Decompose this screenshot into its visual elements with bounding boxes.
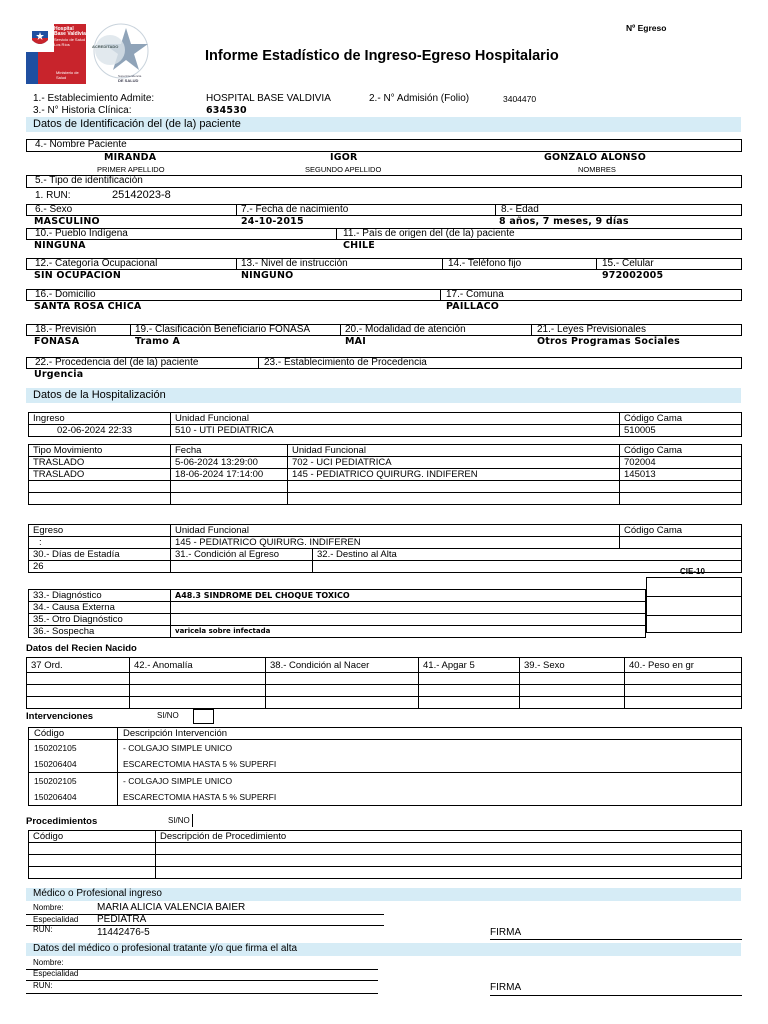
laws-value: Otros Programas Sociales — [537, 336, 680, 347]
sex-label: 6.- Sexo — [35, 204, 73, 215]
table-header-cell: 42.- Anomalía — [130, 658, 266, 673]
procedures-title: Procedimientos — [26, 816, 98, 827]
admitting-signature-line — [490, 939, 742, 940]
interventions-sino-checkbox[interactable] — [193, 709, 214, 724]
hospital-logo — [26, 24, 86, 84]
table-cell: TRASLADO — [29, 469, 171, 481]
table-cell: 145 - PEDIATRICO QUIRURG. INDIFEREN — [288, 469, 620, 481]
table-cell — [288, 481, 620, 493]
indigenous-label: 10.- Pueblo Indígena — [35, 228, 128, 239]
table-header-row — [27, 658, 742, 673]
interventions-title: Intervenciones — [26, 711, 94, 722]
stay-days-value: 26 — [29, 561, 171, 573]
table-header-row — [29, 445, 742, 457]
table-cell — [29, 481, 171, 493]
table-header-cell: Unidad Funcional — [171, 413, 620, 425]
prevision-value: FONASA — [34, 336, 80, 347]
discharge-run-label: RUN: — [33, 981, 53, 990]
table-row — [29, 457, 742, 469]
table-cell — [620, 493, 742, 505]
table-cell: 145 - PEDIATRICO QUIRURG. INDIFEREN — [171, 537, 620, 549]
table-header-cell: Fecha — [171, 445, 288, 457]
page-title: Informe Estadístico de Ingreso-Egreso Hospitalario — [205, 48, 559, 64]
patient-name-box — [26, 139, 742, 152]
establishment-value: HOSPITAL BASE VALDIVIA — [206, 93, 331, 104]
table-cell: 18-06-2024 17:14:00 — [171, 469, 288, 481]
procedures-sino-checkbox[interactable] — [192, 814, 193, 827]
table-header-cell: Unidad Funcional — [171, 525, 620, 537]
admitting-name-label: Nombre: — [33, 903, 64, 912]
external-cause-value — [171, 602, 646, 614]
discharge-destination-value — [313, 561, 742, 573]
given-names-caption: NOMBRES — [578, 165, 616, 174]
laws-label: 21.- Leyes Previsionales — [537, 324, 646, 335]
country-value: CHILE — [343, 240, 376, 251]
fonasa-class-value: Tramo A — [135, 336, 181, 347]
dob-label: 7.- Fecha de nacimiento — [241, 204, 349, 215]
other-diagnosis-label: 35.- Otro Diagnóstico — [29, 614, 171, 626]
logo-text: Ministerio de — [56, 70, 79, 75]
table-row — [29, 614, 646, 626]
intervention-code: 150202105 — [29, 740, 118, 757]
table-cell: 510005 — [620, 425, 742, 437]
table-row — [29, 855, 742, 867]
age-label: 8.- Edad — [501, 204, 539, 215]
phone-label: 14.- Teléfono fijo — [448, 258, 522, 269]
mobile-value: 972002005 — [602, 270, 664, 281]
discharge-destination-label: 32.- Destino al Alta — [313, 549, 742, 561]
table-row — [29, 740, 742, 757]
interventions-table — [28, 727, 742, 806]
table-cell: 510 - UTI PEDIATRICA — [171, 425, 620, 437]
external-cause-label: 34.- Causa Externa — [29, 602, 171, 614]
discharge-signature-line — [490, 995, 742, 996]
table-cell: 145013 — [620, 469, 742, 481]
admitting-specialty-value: PEDIATRA — [97, 914, 147, 925]
second-surname-caption: SEGUNDO APELLIDO — [305, 165, 382, 174]
patient-section-title: Datos de Identificación del (de la) paciente — [33, 118, 241, 130]
table-header-cell: 37 Ord. — [27, 658, 130, 673]
run-label: 1. RUN: — [35, 190, 71, 201]
discharge-name-label: Nombre: — [33, 958, 64, 967]
fonasa-class-label: 19.- Clasificación Beneficiario FONASA — [135, 324, 311, 335]
diagnosis-value: A48.3 SINDROME DEL CHOQUE TOXICO — [171, 590, 646, 602]
table-header-cell: Descripción Intervención — [118, 728, 742, 740]
table-row — [29, 789, 742, 806]
establishment-label: 1.- Establecimiento Admite: — [33, 93, 155, 104]
table-row — [29, 756, 742, 773]
table-header-cell: Código Cama — [620, 413, 742, 425]
accreditation-text: Superintendencia — [118, 74, 142, 78]
education-value: NINGUNO — [241, 270, 294, 281]
run-value: 25142023-8 — [112, 189, 171, 201]
intervention-description: - COLGAJO SIMPLE UNICO — [118, 740, 742, 757]
table-row — [29, 773, 742, 790]
folio-label: 2.- N° Admisión (Folio) — [369, 93, 470, 104]
clinical-history-label: 3.- N° Historia Clínica: — [33, 105, 132, 116]
intervention-description: - COLGAJO SIMPLE UNICO — [118, 773, 742, 790]
diagnosis-label: 33.- Diagnóstico — [29, 590, 171, 602]
table-cell: : — [29, 537, 171, 549]
table-cell — [620, 537, 742, 549]
table-cell: 702004 — [620, 457, 742, 469]
newborn-table — [26, 657, 742, 709]
table-header-cell: Descripción de Procedimiento — [156, 831, 742, 843]
table-row — [27, 697, 742, 709]
accreditation-text: DE SALUD — [118, 78, 139, 83]
other-diagnosis-value — [171, 614, 646, 626]
given-names: GONZALO ALONSO — [544, 152, 646, 163]
logo-text: Servicio de Salud — [54, 37, 86, 42]
education-label: 13.- Nivel de instrucción — [241, 258, 348, 269]
indigenous-value: NINGUNA — [34, 240, 86, 251]
table-row — [29, 867, 742, 879]
table-header-cell: Unidad Funcional — [288, 445, 620, 457]
logo-text: Los Ríos — [54, 42, 70, 47]
commune-value: PAILLACO — [446, 301, 500, 312]
country-label: 11.- País de origen del (de la) paciente — [343, 228, 515, 239]
table-header-row — [29, 728, 742, 740]
origin-label: 22.- Procedencia del (de la) paciente — [35, 357, 199, 368]
table-cell — [171, 493, 288, 505]
table-header-row — [29, 525, 742, 537]
egreso-number-label: Nº Egreso — [626, 23, 667, 33]
sex-dob-age-box — [26, 204, 742, 216]
admitting-run-label: RUN: — [33, 925, 53, 934]
table-header-cell: Código Cama — [620, 445, 742, 457]
admitting-signature-label: FIRMA — [490, 927, 522, 938]
discharge-specialty-label: Especialidad — [33, 969, 79, 978]
discharge-signature-label: FIRMA — [490, 982, 522, 993]
table-header-cell: 38.- Condición al Nacer — [266, 658, 419, 673]
table-header-cell: Egreso — [29, 525, 171, 537]
table-header-cell: Código — [29, 728, 118, 740]
discharge-physician-title: Datos del médico o profesional tratante y/o que firma el alta — [33, 943, 298, 954]
table-header-cell: 40.- Peso en gr — [625, 658, 742, 673]
table-row — [29, 626, 646, 638]
discharge-condition-label: 31.- Condición al Egreso — [171, 549, 313, 561]
table-header-row — [29, 413, 742, 425]
accreditation-badge: ACREDITADO — [92, 44, 119, 49]
coat-of-arms-icon — [28, 26, 52, 50]
id-type-label: 5.- Tipo de identificación — [35, 175, 143, 186]
care-mode-label: 20.- Modalidad de atención — [345, 324, 466, 335]
procedures-table — [28, 830, 742, 879]
table-header-cell: Código — [29, 831, 156, 843]
dob-value: 24-10-2015 — [241, 216, 304, 227]
intervention-code: 150206404 — [29, 789, 118, 806]
address-box — [26, 289, 742, 301]
intervention-code: 150206404 — [29, 756, 118, 773]
table-cell — [29, 493, 171, 505]
table-header-cell: Código Cama — [620, 525, 742, 537]
table-header-cell: Tipo Movimiento — [29, 445, 171, 457]
occupation-value: SIN OCUPACION — [34, 270, 121, 281]
logo-text: Base Valdivia — [54, 31, 86, 37]
suspicion-value: varicela sobre infectada — [171, 626, 646, 638]
movements-table — [28, 444, 742, 505]
admitting-specialty-label: Especialidad — [33, 915, 79, 924]
admitting-run-value: 11442476-5 — [97, 927, 150, 938]
second-surname: IGOR — [330, 152, 358, 163]
table-row — [29, 561, 742, 573]
prevision-label: 18.- Previsión — [35, 324, 97, 335]
table-row — [29, 602, 646, 614]
suspicion-label: 36.- Sospecha — [29, 626, 171, 638]
address-label: 16.- Domicilio — [35, 289, 96, 300]
commune-label: 17.- Comuna — [446, 289, 504, 300]
stay-days-label: 30.- Días de Estadía — [29, 549, 171, 561]
table-cell — [171, 481, 288, 493]
mobile-label: 15.- Celular — [602, 258, 654, 269]
folio-value: 3404470 — [503, 94, 537, 104]
sex-value: MASCULINO — [34, 216, 100, 227]
cie10-label: CIE-10 — [680, 567, 705, 576]
table-header-cell: 41.- Apgar 5 — [419, 658, 520, 673]
table-header-row — [29, 831, 742, 843]
stay-table — [28, 548, 742, 573]
accreditation-logo — [90, 22, 152, 84]
table-cell: 5-06-2024 13:29:00 — [171, 457, 288, 469]
table-row — [29, 843, 742, 855]
first-surname: MIRANDA — [104, 152, 157, 163]
table-row — [29, 481, 742, 493]
clinical-history-value: 634530 — [206, 105, 247, 116]
table-row — [29, 590, 646, 602]
table-header-cell: Ingreso — [29, 413, 171, 425]
table-row — [27, 673, 742, 685]
cie10-codes-box — [646, 577, 742, 633]
intervention-description: ESCARECTOMIA HASTA 5 % SUPERFI — [118, 756, 742, 773]
table-cell: 702 - UCI PEDIATRICA — [288, 457, 620, 469]
intervention-code: 150202105 — [29, 773, 118, 790]
table-cell — [288, 493, 620, 505]
patient-name-label: 4.- Nombre Paciente — [35, 139, 127, 150]
diagnosis-table — [28, 589, 646, 638]
table-row — [29, 469, 742, 481]
intervention-description: ESCARECTOMIA HASTA 5 % SUPERFI — [118, 789, 742, 806]
table-row — [29, 493, 742, 505]
admitting-physician-title: Médico o Profesional ingreso — [33, 888, 162, 899]
table-cell — [620, 481, 742, 493]
discharge-condition-value — [171, 561, 313, 573]
logo-text: Hospital — [54, 26, 74, 32]
admitting-name-value: MARIA ALICIA VALENCIA BAIER — [97, 902, 246, 913]
care-mode-value: MAI — [345, 336, 366, 347]
first-surname-caption: PRIMER APELLIDO — [97, 165, 165, 174]
table-row — [29, 537, 742, 549]
interventions-sino-label: SI/NO — [157, 711, 179, 720]
admission-table — [28, 412, 742, 437]
table-row — [27, 685, 742, 697]
newborn-title: Datos del Recien Nacido — [26, 643, 137, 654]
discharge-table — [28, 524, 742, 549]
table-row — [29, 549, 742, 561]
table-cell: 02-06-2024 22:33 — [29, 425, 171, 437]
address-value: SANTA ROSA CHICA — [34, 301, 142, 312]
table-header-cell: 39.- Sexo — [520, 658, 625, 673]
table-row — [29, 425, 742, 437]
table-cell: TRASLADO — [29, 457, 171, 469]
age-value: 8 años, 7 meses, 9 días — [499, 216, 629, 227]
procedures-sino-label: SI/NO — [168, 816, 190, 825]
origin-establishment-label: 23.- Establecimiento de Procedencia — [264, 357, 427, 368]
origin-value: Urgencia — [34, 369, 84, 380]
hospitalization-section-title: Datos de la Hospitalización — [33, 389, 166, 401]
logo-text: Salud — [56, 75, 67, 80]
occupation-label: 12.- Categoría Ocupacional — [35, 258, 158, 269]
